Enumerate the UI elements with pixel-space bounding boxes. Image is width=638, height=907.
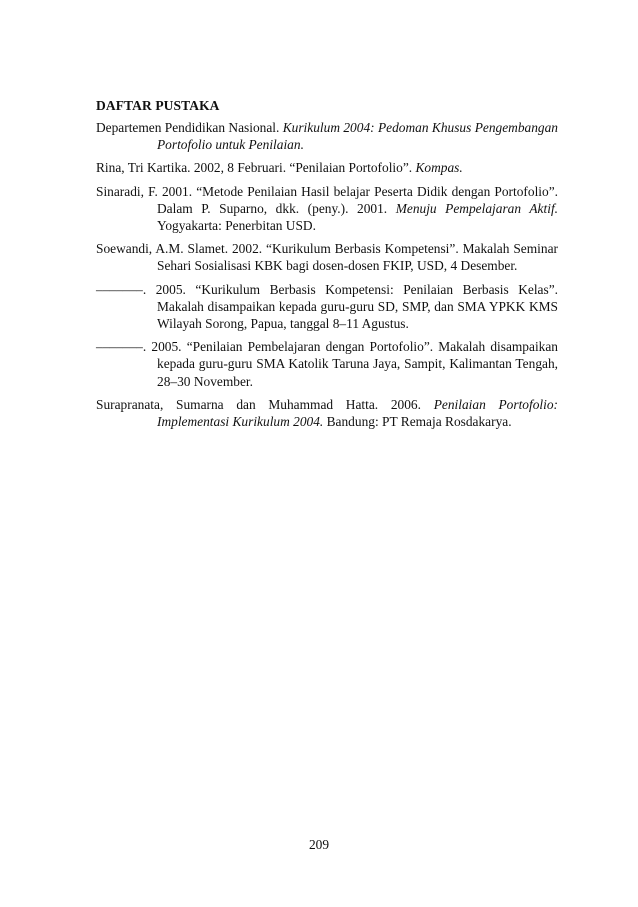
reference-list xyxy=(96,119,558,430)
section-heading: DAFTAR PUSTAKA xyxy=(96,98,220,113)
reference-entry: Sinaradi, F. 2001. “Metode Penilaian Hasil belajar Peserta Didik dengan Portofolio”. Dalam P. Suparno, dkk. (peny.). 2001. Menuju Pempelajaran Aktif. Yogyakarta: Penerbitan USD. xyxy=(96,183,559,234)
reference-entry: –––––––. 2005. “Penilaian Pembelajaran dengan Portofolio”. Makalah disampaikan kepada guru-guru SMA Katolik Taruna Jaya, Sampit, Kalimantan Tengah, 28–30 November. xyxy=(96,339,558,389)
reference-entry: Surapranata, Sumarna dan Muhammad Hatta. 2006. Penilaian Portofolio: Implementasi Kurikulum 2004. Bandung: PT Remaja Rosdakarya. xyxy=(96,396,558,430)
page-number: 209 xyxy=(308,837,330,852)
reference-entry: Rina, Tri Kartika. 2002, 8 Februari. “Penilaian Portofolio”. Kompas. xyxy=(96,160,463,176)
reference-entry: Soewandi, A.M. Slamet. 2002. “Kurikulum Berbasis Kompetensi”. Makalah Seminar Sehari Sosialisasi KBK bagi dosen-dosen FKIP, USD, 4 Desember. xyxy=(96,241,558,274)
reference-entry: –––––––. 2005. “Kurikulum Berbasis Kompetensi: Penilaian Berbasis Kelas”. Makalah disampaikan kepada guru-guru SD, SMP, dan SMA YPKK KMS Wilayah Sorong, Papua, tanggal 8–11 Agustus. xyxy=(96,281,558,332)
reference-entry: Departemen Pendidikan Nasional. Kurikulum 2004: Pedoman Khusus Pengembangan Portofolio untuk Penilaian. xyxy=(96,120,558,153)
bibliography-section xyxy=(96,97,558,436)
